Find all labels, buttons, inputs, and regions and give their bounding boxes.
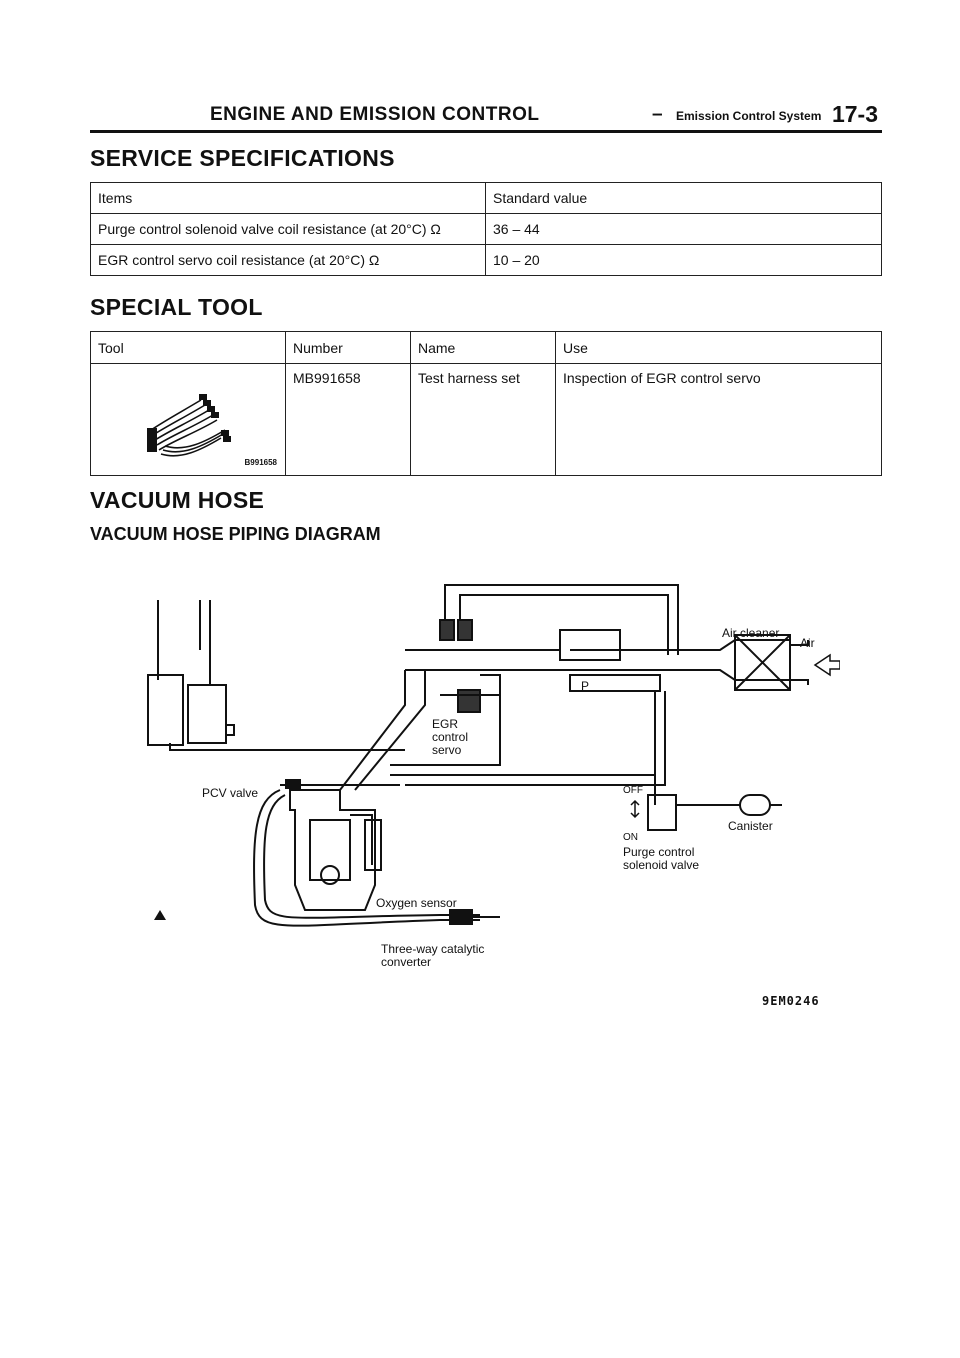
vacuum-hose-diagram-heading: VACUUM HOSE PIPING DIAGRAM (90, 524, 381, 544)
port-p-label: P (581, 679, 590, 693)
vacuum-hose-heading: VACUUM HOSE (90, 487, 265, 513)
section-subtitle: Emission Control System (676, 109, 822, 123)
service-specifications-heading: SERVICE SPECIFICATIONS (90, 145, 395, 171)
egr-control-servo-label-line-1: EGR (432, 717, 459, 731)
pcv-valve-label: PCV valve (202, 786, 259, 800)
catalytic-converter-label-line-2: converter (381, 955, 432, 969)
service-specifications-table (90, 182, 882, 276)
oxygen-sensor-label: Oxygen sensor (376, 896, 457, 910)
column-header-tool: Tool (91, 332, 286, 364)
tool-name: Test harness set (411, 364, 556, 476)
tool-number: MB991658 (286, 364, 411, 476)
column-header-number: Number (286, 332, 411, 364)
figure-code: 9EM0246 (762, 994, 820, 1008)
tool-use: Inspection of EGR control servo (556, 364, 882, 476)
air-label: Air (800, 636, 815, 650)
spec-value: 10 – 20 (486, 245, 882, 276)
special-tool-heading: SPECIAL TOOL (90, 294, 263, 320)
column-header-name: Name (411, 332, 556, 364)
tool-image-code: B991658 (244, 458, 277, 467)
table-header-row (91, 183, 882, 214)
special-tool-table (90, 331, 882, 476)
spec-item: EGR control servo coil resistance (at 20°C) Ω (91, 245, 486, 276)
spec-value: 36 – 44 (486, 214, 882, 245)
test-harness-illustration (141, 390, 241, 462)
spec-item: Purge control solenoid valve coil resistance (at 20°C) Ω (91, 214, 486, 245)
column-header-standard-value: Standard value (486, 183, 882, 214)
vacuum-hose-piping-diagram (140, 565, 840, 975)
purge-control-solenoid-valve-label-line-2: solenoid valve (623, 858, 700, 872)
table-row (91, 214, 882, 245)
page-number: 17-3 (831, 101, 878, 127)
air-cleaner-label: Air cleaner (722, 626, 780, 640)
title-separator: – (652, 104, 663, 125)
column-header-items: Items (91, 183, 486, 214)
off-label: OFF (623, 785, 643, 796)
egr-control-servo-label-line-3: servo (432, 743, 462, 757)
page-header (90, 100, 882, 133)
table-header-row (91, 332, 882, 364)
canister-label: Canister (728, 819, 773, 833)
table-row (91, 245, 882, 276)
catalytic-converter-label-line-1: Three-way catalytic (381, 942, 485, 956)
on-label: ON (623, 832, 638, 843)
egr-control-servo-label-line-2: control (432, 730, 469, 744)
section-title: ENGINE AND EMISSION CONTROL (210, 104, 540, 125)
tool-image-cell (91, 364, 286, 476)
table-row (91, 364, 882, 476)
column-header-use: Use (556, 332, 882, 364)
purge-control-solenoid-valve-label-line-1: Purge control (623, 845, 695, 859)
